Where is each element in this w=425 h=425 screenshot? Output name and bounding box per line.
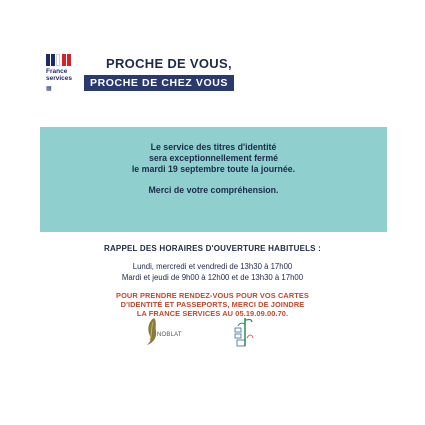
notice-line-4: Merci de votre compréhension. — [148, 185, 279, 195]
header — [44, 52, 384, 108]
notice-line-1: Le service des titres d'identité — [150, 142, 277, 152]
notice-line-3: le mardi 19 septembre toute la journée. — [131, 164, 296, 174]
partner-name: NOBLAT — [157, 332, 182, 338]
hours-heading: RAPPEL DES HORAIRES D'OUVERTURE HABITUELS : — [103, 244, 322, 253]
leaf-icon — [145, 316, 161, 346]
france-services-logo — [44, 52, 74, 102]
footer-logos — [145, 316, 285, 352]
cta-line-2: D'IDENTITÉ ET PASSEPORTS, MERCI DE JOINDRE — [120, 300, 305, 309]
header-subtitle-banner: PROCHE DE CHEZ VOUS — [84, 75, 234, 91]
logo-text-line1: France — [46, 68, 68, 75]
hours-line-1: Lundi, mercredi et vendredi de 13h30 à 17h00 — [132, 262, 293, 271]
logo-grid-icon: ▦ — [46, 86, 51, 92]
france-flag-icon — [46, 54, 72, 66]
closure-notice — [40, 127, 387, 232]
notice-line-2: sera exceptionnellement fermé — [148, 153, 279, 163]
hours-line-2: Mardi et jeudi de 9h00 à 12h00 et de 13h30 à 17h00 — [121, 273, 304, 282]
cta-line-1: POUR PRENDRE RENDEZ-VOUS POUR VOS CARTES — [116, 291, 309, 300]
noblat-logo — [145, 316, 205, 348]
commune-emblem-icon — [225, 316, 265, 350]
logo-text-line2: services — [46, 75, 73, 82]
header-title: PROCHE DE VOUS, — [106, 56, 232, 71]
cta-line-3: LA FRANCE SERVICES AU 05.19.09.00.70. — [136, 309, 289, 318]
